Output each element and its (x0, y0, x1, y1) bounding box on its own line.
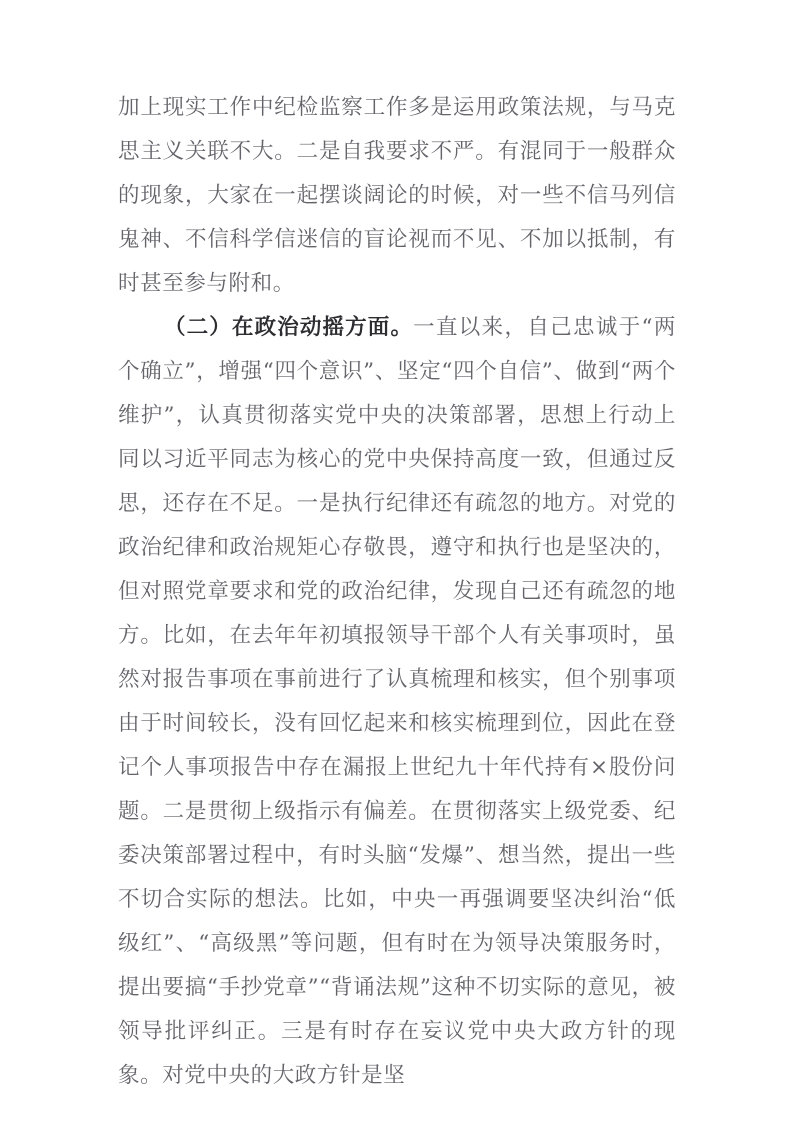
page-text-body (118, 86, 676, 1098)
section-heading-two: （二）在政治动摇方面。 (164, 315, 414, 340)
paragraph-section-two (118, 306, 676, 1098)
section-two-body-text: 一直以来，自己忠诚于“两个确立”，增强“四个意识”、坚定“四个自信”、做到“两个维护”，认真贯彻落实党中央的决策部署，思想上行动上同以习近平同志为核心的党中央保持高度一致，但通过反思，还存在不足。一是执行纪律还有疏忽的地方。对党的政治纪律和政治规矩心存敬畏，遵守和执行也是坚决的，但对照党章要求和党的政治纪律，发现自己还有疏忽的地方。比如，在去年年初填报领导干部个人有关事项时，虽然对报告事项在事前进行了认真梳理和核实，但个别事项由于时间较长，没有回忆起来和核实梳理到位，因此在登记个人事项报告中存在漏报上世纪九十年代持有×股份问题。二是贯彻上级指示有偏差。在贯彻落实上级党委、纪委决策部署过程中，有时头脑“发爆”、想当然，提出一些不切合实际的想法。比如，中央一再强调要坚决纠治“低级红”、“高级黑”等问题，但有时在为领导决策服务时，提出要搞“手抄党章”“背诵法规”这种不切实际的意见，被领导批评纠正。三是有时存在妄议党中央大政方针的现象。对党中央的大政方针是坚 (118, 315, 676, 1088)
paragraph-continuation: 加上现实工作中纪检监察工作多是运用政策法规，与马克思主义关联不大。二是自我要求不严。有混同于一般群众的现象，大家在一起摆谈阔论的时候，对一些不信马列信鬼神、不信科学信迷信的盲论视而不见、不加以抵制，有时甚至参与附和。 (118, 95, 676, 296)
